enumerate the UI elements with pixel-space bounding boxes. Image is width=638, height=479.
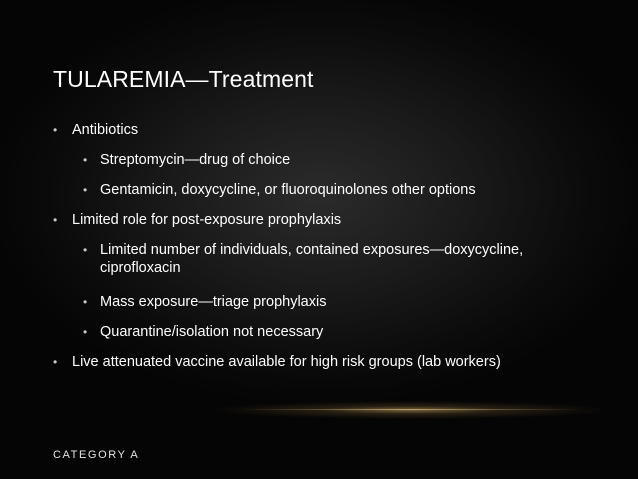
sub-bullet-item <box>83 151 570 169</box>
bullet-text: Limited number of individuals, contained exposures—doxycycline, ciprofloxacin <box>100 242 524 276</box>
bullet-text: Antibiotics <box>72 122 139 138</box>
bullet-item <box>53 353 592 371</box>
sub-bullet-item <box>83 323 570 341</box>
bullet-text: Live attenuated vaccine available for high risk groups (lab workers) <box>72 354 501 370</box>
bullet-text: Streptomycin—drug of choice <box>100 152 291 168</box>
bullet-text: Limited role for post-exposure prophylaxis <box>72 212 342 228</box>
sub-bullet-item <box>83 293 570 311</box>
bullet-icon: • <box>83 153 88 167</box>
bullet-text: Quarantine/isolation not necessary <box>100 324 324 340</box>
bullet-icon: • <box>83 183 88 197</box>
bullet-icon: • <box>53 355 58 369</box>
bullet-icon: • <box>83 243 88 257</box>
decorative-glow <box>180 397 600 423</box>
bullet-icon: • <box>83 295 88 309</box>
bullet-text: Mass exposure—triage prophylaxis <box>100 294 327 310</box>
bullet-icon: • <box>53 123 58 137</box>
bullet-item <box>53 121 592 139</box>
sub-bullet-item <box>83 241 570 277</box>
bullet-icon: • <box>53 213 58 227</box>
slide-title: TULAREMIA—Treatment <box>53 66 314 92</box>
decorative-glow-line <box>240 409 580 410</box>
bullet-item <box>53 211 592 229</box>
bullet-text: Gentamicin, doxycycline, or fluoroquinolones other options <box>100 182 476 198</box>
footer-label: CATEGORY A <box>53 449 140 461</box>
sub-bullet-item <box>83 181 570 199</box>
bullet-icon: • <box>83 325 88 339</box>
